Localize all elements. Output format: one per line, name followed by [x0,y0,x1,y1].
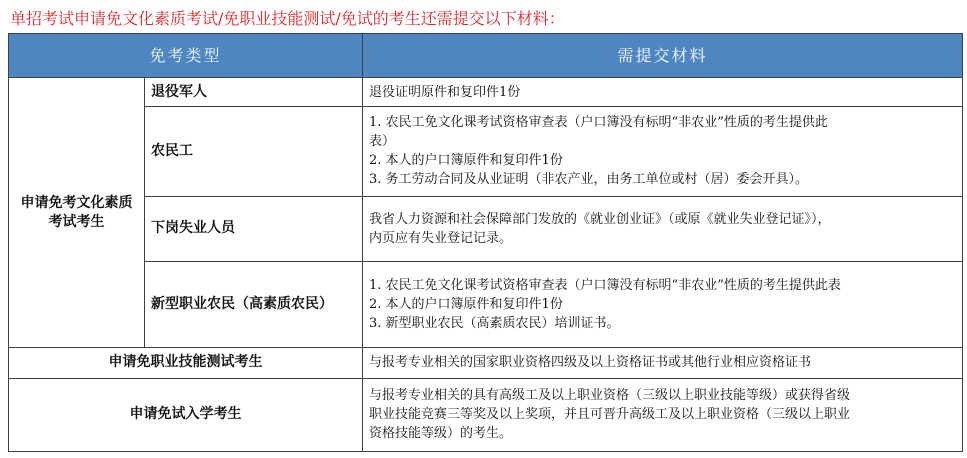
subtype-migrant-worker: 农民工 [145,107,363,197]
materials-new-farmer [363,261,963,347]
table-row [9,78,963,107]
header-materials: 需提交材料 [363,34,963,78]
material-line: 3. 新型职业农民（高素质农民）培训证书。 [369,315,620,331]
table-row [9,196,963,261]
category-culture-exemption [9,78,145,348]
category-label-line: 申请免考文化素质 [20,194,133,211]
material-line: 表） [369,134,396,150]
material-line: 退役证明原件和复印件1份 [369,84,521,100]
material-line: 我省人力资源和社会保障部门发放的《就业创业证》（或原《就业失业登记证》）， [369,211,831,227]
subtype-new-farmer: 新型职业农民（高素质农民） [145,261,363,347]
materials-laid-off [363,196,963,261]
table-header-row [9,34,963,78]
material-line: 2. 本人的户口簿原件和复印件1份 [369,153,563,169]
table-row [9,261,963,347]
material-line: 1. 农民工免文化课考试资格审查表（户口簿没有标明“非农业”性质的考生提供此 [369,115,828,131]
subtype-laid-off: 下岗失业人员 [145,196,363,261]
materials-exam-free [363,378,963,451]
category-label-line: 考试考生 [48,213,105,230]
material-line: 资格技能等级）的考生。 [369,426,513,442]
materials-migrant-worker [363,107,963,197]
page-title: 单招考试申请免文化素质考试/免职业技能测试/免试的考生还需提交以下材料： [10,9,565,28]
table-row [9,107,963,197]
material-line: 1. 农民工免文化课考试资格审查表（户口簿没有标明“非农业”性质的考生提供此表 [369,277,841,293]
material-line: 与报考专业相关的具有高级工及以上职业资格（三级以上职业技能等级）或获得省级 [369,388,851,404]
header-exemption-type: 免考类型 [9,34,363,78]
subtype-veteran: 退役军人 [145,78,363,107]
table-row [9,378,963,451]
material-line: 3. 务工劳动合同及从业证明（非农产业，由务工单位或村（居）委会开具）。 [369,172,809,188]
table-row [9,347,963,378]
category-skill-exemption: 申请免职业技能测试考生 [9,347,363,378]
material-line: 职业技能竞赛三等奖及以上奖项，并且可晋升高级工及以上职业资格（三级以上职业 [369,407,851,423]
materials-skill [363,347,963,378]
material-line: 内页应有失业登记记录。 [369,230,513,246]
material-line: 与报考专业相关的国家职业资格四级及以上资格证书或其他行业相应资格证书 [369,355,812,371]
materials-veteran [363,78,963,107]
category-exam-free: 申请免试入学考生 [9,378,363,451]
materials-table [8,33,963,452]
material-line: 2. 本人的户口簿原件和复印件1份 [369,296,563,312]
